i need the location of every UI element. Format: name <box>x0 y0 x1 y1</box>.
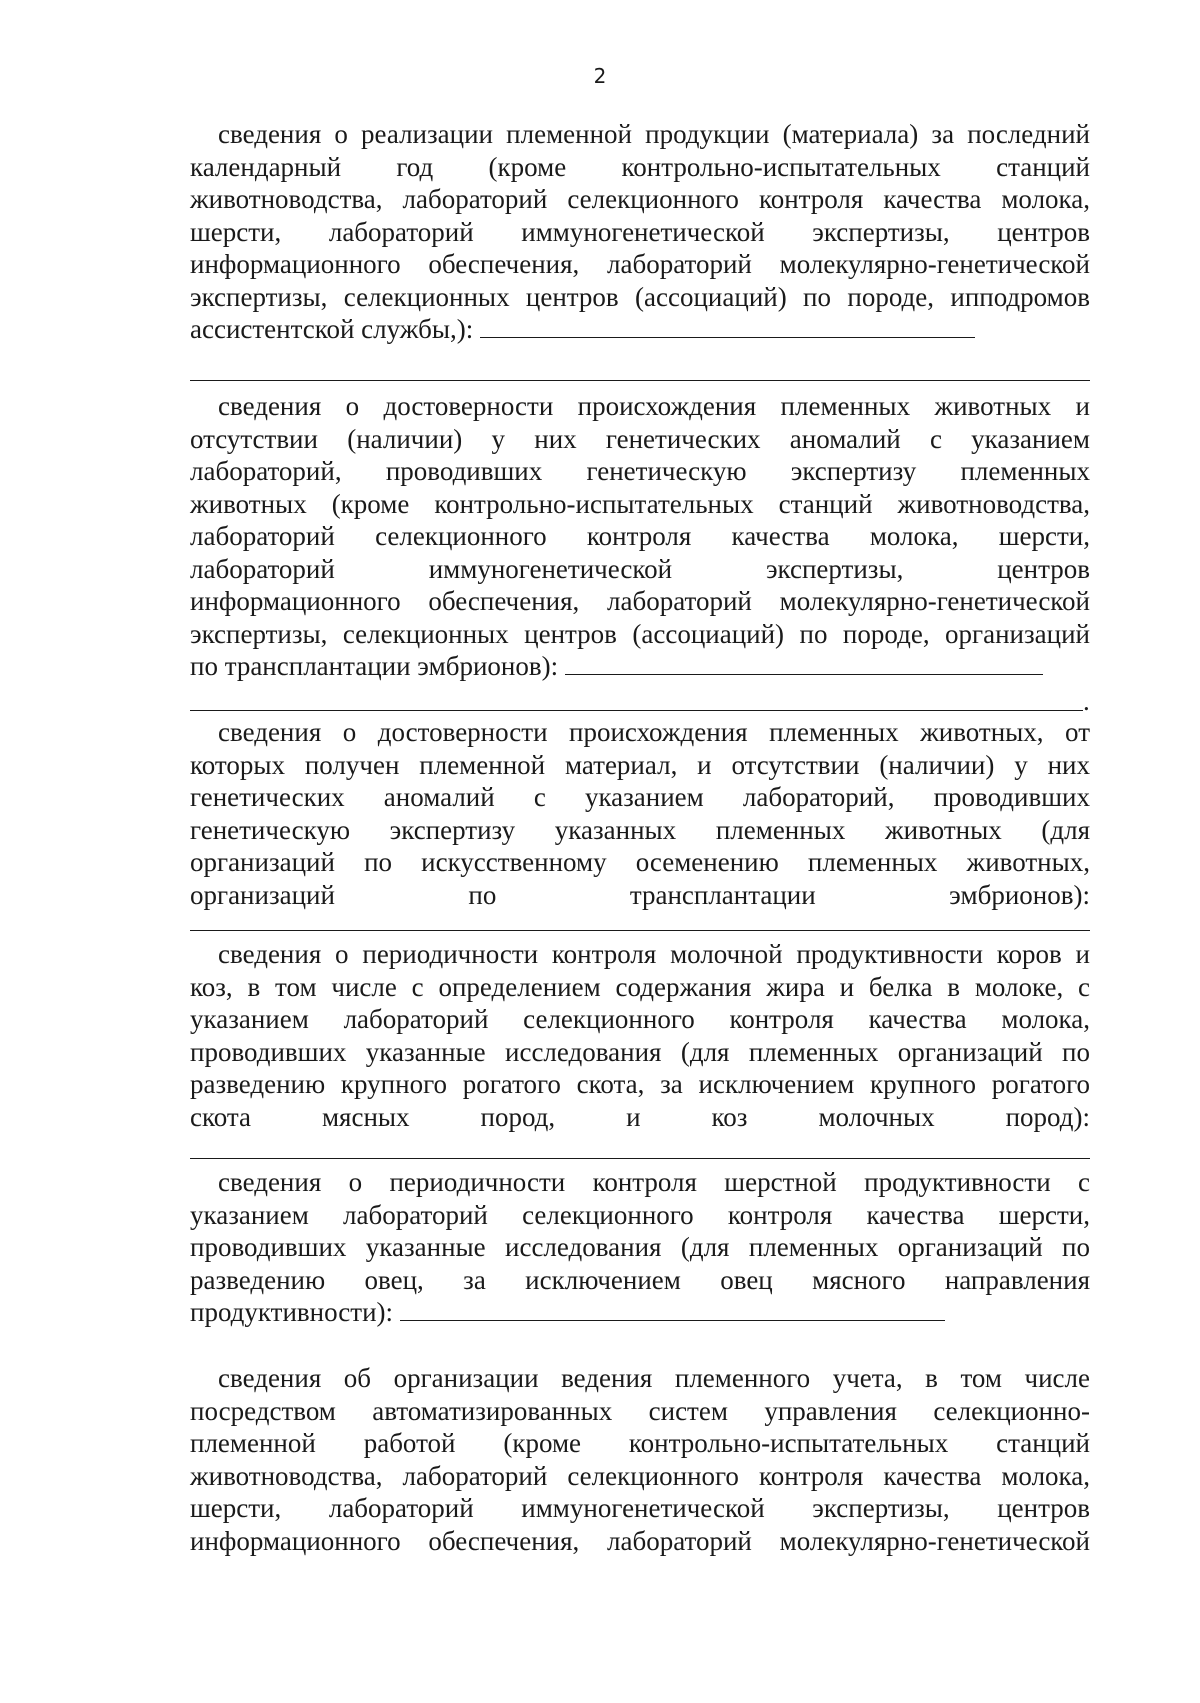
page-number: 2 <box>593 64 607 88</box>
end-mark: . <box>1083 686 1090 716</box>
text-line: животноводства, лабораторий селекционного контроля качества молока, <box>190 184 1090 214</box>
field-label: ассистентской службы,): <box>190 314 474 344</box>
blank-field-line[interactable] <box>190 710 1083 711</box>
section-breeding-records <box>190 1362 1090 1557</box>
text-line: экспертизы, селекционных центров (ассоциаций) по породе, ипподромов <box>190 281 1090 312</box>
text-line: организаций по искусственному осеменению племенных животных, <box>190 847 1090 877</box>
text-line: отсутствии (наличии) у них генетических аномалий с указанием <box>190 423 1090 454</box>
text-line: лабораторий селекционного контроля качества молока, шерсти, <box>190 521 1090 551</box>
text-line: сведения о периодичности контроля шерстной продуктивности с <box>218 1167 1090 1197</box>
blank-field-line[interactable] <box>190 930 1090 931</box>
text-line: указанием лабораторий селекционного контроля качества шерсти, <box>190 1199 1090 1230</box>
text-line: лабораторий, проводивших генетическую экспертизу племенных <box>190 456 1090 486</box>
blank-field-line[interactable] <box>190 1158 1090 1159</box>
blank-field-line[interactable] <box>190 380 1090 381</box>
text-line: генетическую экспертизу указанных племенных животных (для <box>190 814 1090 845</box>
text-line-with-field <box>190 313 1090 346</box>
text-line-with-field <box>190 1296 1090 1329</box>
text-line: животноводства, лабораторий селекционного контроля качества молока, <box>190 1460 1090 1491</box>
section-origin-reliability <box>190 390 1090 683</box>
text-line: информационного обеспечения, лабораторий молекулярно-генетической <box>190 249 1090 279</box>
blank-field[interactable] <box>565 652 1043 675</box>
blank-field[interactable] <box>480 315 975 338</box>
text-line: информационного обеспечения, лабораторий молекулярно-генетической <box>190 586 1090 616</box>
text-line: посредством автоматизированных систем управления селекционно- <box>190 1395 1090 1426</box>
text-line: сведения о реализации племенной продукции (материала) за последний <box>218 119 1090 149</box>
text-line: информационного обеспечения, лабораторий молекулярно-генетической <box>190 1525 1090 1556</box>
text-line: шерсти, лабораторий иммуногенетической экспертизы, центров <box>190 1493 1090 1523</box>
text-line: шерсти, лабораторий иммуногенетической экспертизы, центров <box>190 216 1090 247</box>
text-line: экспертизы, селекционных центров (ассоциаций) по породе, организаций <box>190 618 1090 649</box>
text-line: животных (кроме контрольно-испытательных станций животноводства, <box>190 488 1090 519</box>
text-line: коз, в том числе с определением содержания жира и белка в молоке, с <box>190 971 1090 1002</box>
text-line: проводивших указанные исследования (для племенных организаций по <box>190 1232 1090 1262</box>
text-line: проводивших указанные исследования (для племенных организаций по <box>190 1036 1090 1067</box>
blank-field[interactable] <box>400 1298 945 1321</box>
section-material-origin <box>190 716 1090 911</box>
text-line: сведения о периодичности контроля молочной продуктивности коров и <box>218 939 1090 969</box>
field-label: продуктивности): <box>190 1297 394 1327</box>
section-milk-productivity <box>190 938 1090 1133</box>
text-line: лабораторий иммуногенетической экспертизы, центров <box>190 553 1090 584</box>
section-sales-info <box>190 118 1090 346</box>
text-line: разведению овец, за исключением овец мясного направления <box>190 1264 1090 1295</box>
text-line: указанием лабораторий селекционного контроля качества молока, <box>190 1004 1090 1034</box>
section-wool-productivity <box>190 1166 1090 1329</box>
text-line: календарный год (кроме контрольно-испытательных станций <box>190 151 1090 182</box>
text-line: сведения о достоверности происхождения племенных животных и <box>218 391 1090 421</box>
text-line: сведения о достоверности происхождения племенных животных, от <box>218 717 1090 747</box>
text-line: разведению крупного рогатого скота, за исключением крупного рогатого <box>190 1069 1090 1099</box>
text-line: сведения об организации ведения племенного учета, в том числе <box>218 1363 1090 1393</box>
text-line-with-field <box>190 650 1090 683</box>
field-label: по трансплантации эмбрионов): <box>190 651 559 681</box>
text-line: которых получен племенной материал, и отсутствии (наличии) у них <box>190 749 1090 780</box>
text-line: скота мясных пород, и коз молочных пород): <box>190 1101 1090 1132</box>
text-line: генетических аномалий с указанием лабораторий, проводивших <box>190 782 1090 812</box>
text-line: организаций по трансплантации эмбрионов): <box>190 879 1090 910</box>
text-line: племенной работой (кроме контрольно-испытательных станций <box>190 1428 1090 1458</box>
